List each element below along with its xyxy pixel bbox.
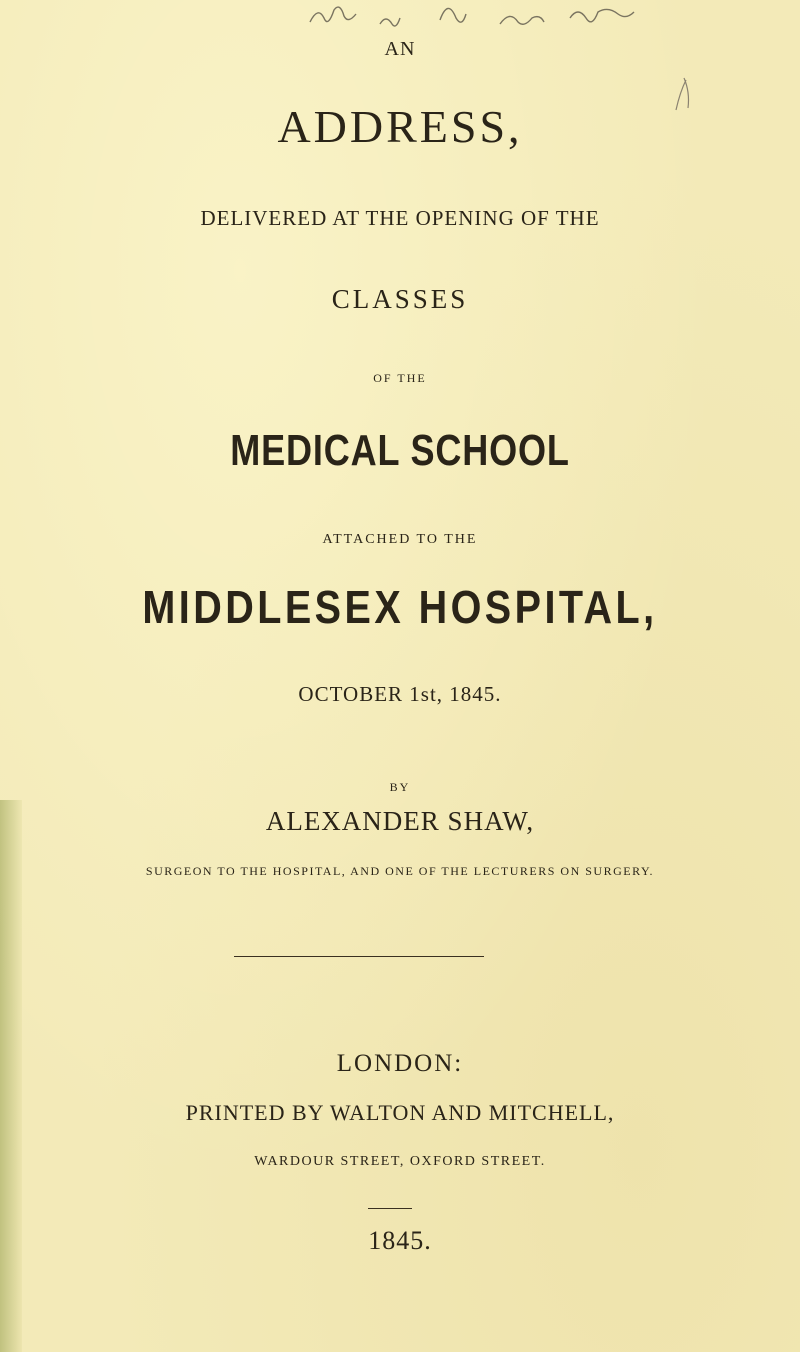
main-title: ADDRESS, — [277, 101, 523, 152]
author-title: SURGEON TO THE HOSPITAL, AND ONE OF THE LECTURERS ON SURGERY. — [145, 864, 655, 878]
by-label: BY — [389, 780, 411, 794]
short-divider-rule — [368, 1208, 412, 1209]
subtitle-medical-school: MEDICAL SCHOOL — [230, 426, 570, 475]
subtitle-delivered: DELIVERED AT THE OPENING OF THE — [200, 206, 600, 230]
subtitle-classes: CLASSES — [331, 284, 469, 314]
author-name: ALEXANDER SHAW, — [265, 806, 535, 836]
subtitle-attached: ATTACHED TO THE — [322, 532, 478, 547]
imprint-city: LONDON: — [336, 1050, 464, 1077]
subtitle-middlesex-hospital: MIDDLESEX HOSPITAL, — [142, 581, 658, 633]
title-an: AN — [384, 38, 416, 60]
imprint-printer: PRINTED BY WALTON AND MITCHELL, — [185, 1100, 615, 1125]
delivery-date: OCTOBER 1st, 1845. — [298, 682, 502, 706]
handwritten-inscription — [300, 0, 660, 40]
subtitle-of-the: OF THE — [373, 371, 427, 385]
divider-rule — [234, 956, 484, 957]
imprint-address: WARDOUR STREET, OXFORD STREET. — [254, 1154, 546, 1169]
imprint-year: 1845. — [368, 1226, 432, 1255]
